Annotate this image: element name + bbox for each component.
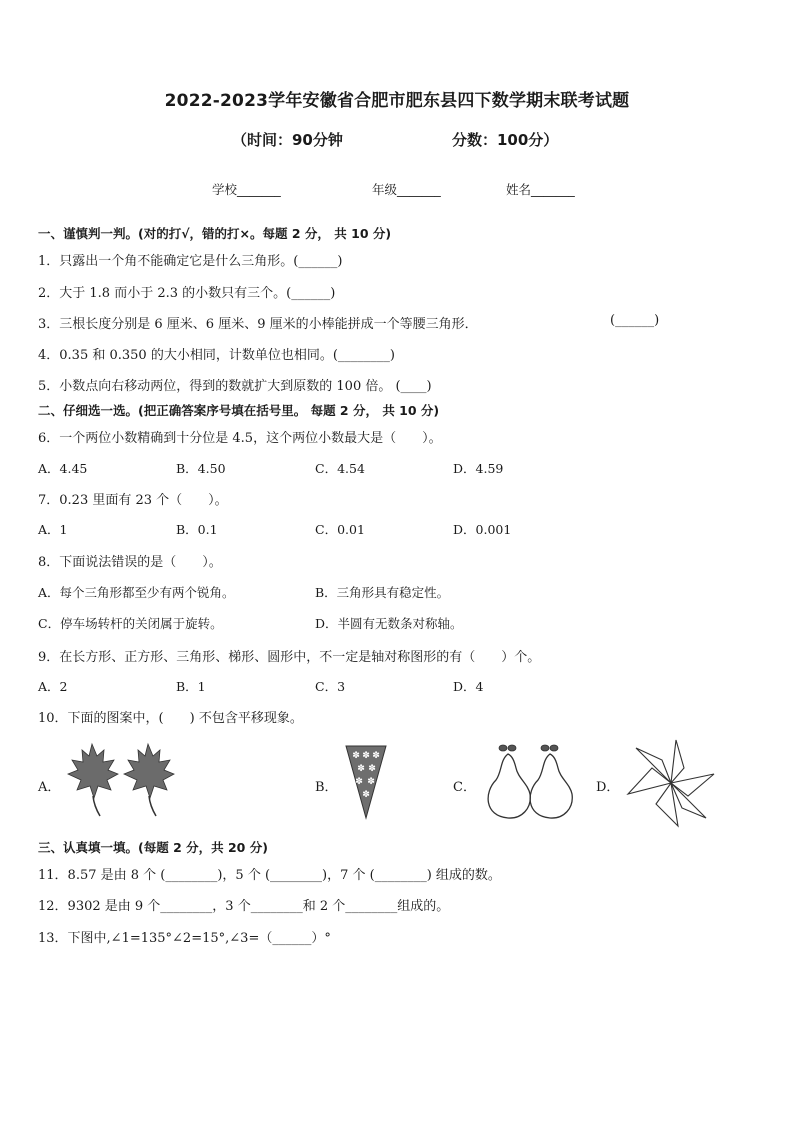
q7-option-b[interactable]: B．0.1 — [176, 522, 218, 537]
name-field[interactable]: 姓名_______ — [506, 182, 575, 197]
question-1: 1．只露出一个角不能确定它是什么三角形。(______) — [38, 254, 343, 269]
q7-option-d[interactable]: D．0.001 — [453, 522, 512, 537]
svg-text:✽: ✽ — [355, 777, 363, 787]
pinwheel-figure[interactable] — [626, 738, 716, 828]
maple-leaves-figure[interactable] — [64, 740, 178, 822]
q6-option-c[interactable]: C．4.54 — [315, 461, 365, 476]
section1-heading: 一、谨慎判一判。(对的打√，错的打×。每题 2 分， 共 10 分) — [38, 226, 392, 241]
q9-option-c[interactable]: C．3 — [315, 679, 346, 694]
svg-text:✽: ✽ — [357, 764, 365, 774]
question-6: 6．一个两位小数精确到十分位是 4.5，这个两位小数最大是（ ）。 — [38, 431, 442, 446]
page-title: 2022-2023学年安徽省合肥市肥东县四下数学期末联考试题 — [164, 91, 630, 111]
svg-text:✽: ✽ — [368, 764, 376, 774]
q9-option-b[interactable]: B．1 — [176, 679, 206, 694]
question-7: 7．0.23 里面有 23 个（ ）。 — [38, 493, 228, 508]
q8-option-b[interactable]: B．三角形具有稳定性。 — [315, 585, 450, 600]
maple-leaf-left — [68, 744, 118, 798]
svg-text:✽: ✽ — [362, 751, 370, 761]
svg-text:✽: ✽ — [367, 777, 375, 787]
q7-option-a[interactable]: A．1 — [38, 522, 68, 537]
question-13: 13．下图中,∠1=135°∠2=15°,∠3=（______）° — [38, 931, 331, 946]
question-11: 11．8.57 是由 8 个 (________)，5 个 (________)，7 个 (________) 组成的数。 — [38, 868, 501, 883]
section3-heading: 三、认真填一填。(每题 2 分，共 20 分) — [38, 840, 268, 855]
question-10: 10．下面的图案中，( ) 不包含平移现象。 — [38, 711, 303, 726]
snowflake-triangle-figure[interactable] — [344, 744, 388, 820]
q7-option-c[interactable]: C．0.01 — [315, 522, 365, 537]
section2-heading: 二、仔细选一选。(把正确答案序号填在括号里。 每题 2 分， 共 10 分) — [38, 403, 440, 418]
question-8: 8．下面说法错误的是（ ）。 — [38, 555, 222, 570]
q9-option-d[interactable]: D．4 — [453, 679, 484, 694]
question-3: 3．三根长度分别是 6 厘米、6 厘米、9 厘米的小棒能拼成一个等腰三角形． — [38, 317, 478, 332]
svg-text:✽: ✽ — [362, 790, 370, 800]
q10-label-d[interactable]: D． — [596, 780, 620, 795]
q10-label-b[interactable]: B． — [315, 780, 338, 795]
q6-option-a[interactable]: A．4.45 — [38, 461, 88, 476]
question-4: 4．0.35 和 0.350 的大小相同，计数单位也相同。(________) — [38, 348, 395, 363]
school-field[interactable]: 学校_______ — [212, 182, 281, 197]
grade-field[interactable]: 年级_______ — [372, 182, 441, 197]
q10-label-c[interactable]: C． — [453, 780, 476, 795]
time-label: （时间：90分钟 — [232, 131, 343, 149]
question-3-blank[interactable]: (______) — [610, 313, 660, 328]
q8-option-d[interactable]: D．半圆有无数条对称轴。 — [315, 616, 463, 631]
svg-text:✽: ✽ — [352, 751, 360, 761]
question-9: 9．在长方形、正方形、三角形、梯形、圆形中，不一定是轴对称图形的有（ ）个。 — [38, 650, 541, 665]
score-label: 分数：100分） — [452, 131, 559, 149]
q8-option-c[interactable]: C．停车场转杆的关闭属于旋转。 — [38, 616, 223, 631]
maple-leaf-right — [124, 744, 174, 798]
q9-option-a[interactable]: A．2 — [38, 679, 68, 694]
two-pears-figure[interactable] — [480, 742, 580, 822]
q8-option-a[interactable]: A．每个三角形都至少有两个锐角。 — [38, 585, 235, 600]
svg-text:✽: ✽ — [372, 751, 380, 761]
question-12: 12．9302 是由 9 个________，3 个________和 2 个________组成的。 — [38, 899, 450, 914]
question-2: 2．大于 1.8 而小于 2.3 的小数只有三个。(______) — [38, 286, 336, 301]
q10-label-a[interactable]: A． — [38, 780, 61, 795]
q6-option-d[interactable]: D．4.59 — [453, 461, 504, 476]
q6-option-b[interactable]: B．4.50 — [176, 461, 226, 476]
question-5: 5．小数点向右移动两位，得到的数就扩大到原数的 100 倍。 (____) — [38, 379, 432, 394]
